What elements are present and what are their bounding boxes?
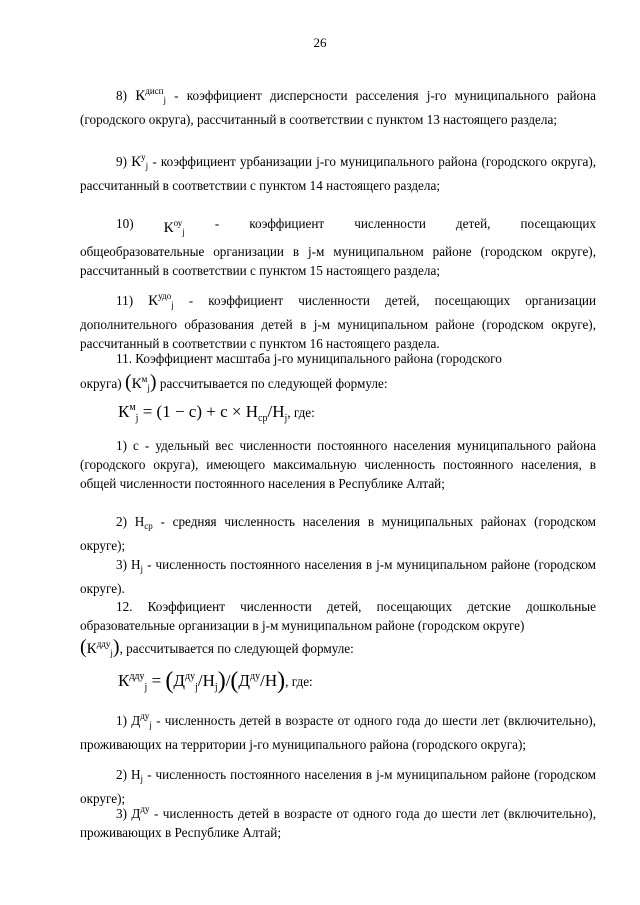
item-text: - коэффициент дисперсности расселения j-го муниципального <box>165 88 549 103</box>
item-number: 11) <box>116 293 134 308</box>
item-11 <box>80 287 596 353</box>
item-text: - коэффициент урбанизации j-го муниципального района <box>148 154 478 169</box>
subscript: j <box>163 95 166 105</box>
section-12-intro: 12. Коэффициент численности детей, посещающих детские дошкольные образовательные организации в j-м муниципальном районе (городском округе) <box>80 599 596 633</box>
section-11-def-3: 3) $Н_j$ - численность постоянного населения в j-м муниципальном районе (городском округе). <box>80 557 596 596</box>
item-number: 9) <box>116 154 127 169</box>
formula-scale-coefficient: $К^м_j = (1 - c) + c \times Н_{ср}/Н_j$, где: <box>118 402 315 424</box>
item-text-continued: района (городского округа), рассчитанный в соответствии с пунктом 13 настоящего раздела; <box>80 88 597 127</box>
section-11-def-2: 2) $Н_{ср}$ - средняя численность населения в муниципальных районах (городском округе); <box>80 514 597 553</box>
item-number: 8) <box>116 88 127 103</box>
superscript: удо <box>158 291 172 301</box>
section-12-def-1: 1) $Д^{ду}_j$ - численность детей в возрасте от одного года до шести лет (включительно), проживающих на территории j-го муниципального района (городского округа); <box>80 711 596 752</box>
item-text-continued: дополнительного образования детей в j-м муниципальном районе (городском округе), рассчитанный в соответствии с пунктом 16 настоящего раздела. <box>80 317 596 351</box>
formula-preschool-coefficient: $К^{дду}_j = (Д^{ду}_j/Н_j)/(Д^{ду}/Н)$, где: <box>118 668 313 694</box>
item-text-continued: общеобразовательные организации в j-м муниципальном районе (городском округе), рассчитанный в соответствии с пунктом 15 настоящего раздела; <box>80 244 596 278</box>
page-number: 26 <box>313 35 327 50</box>
item-symbol: $К^{оу}_j$ <box>163 218 185 237</box>
item-text: - коэффициент численности детей, посещающих организации <box>173 293 597 308</box>
superscript: у <box>141 152 146 162</box>
symbol: К <box>148 293 159 309</box>
section-12-def-2: 2) $Н_j$ - численность постоянного населения в j-м муниципальном районе (городском округе); <box>80 767 596 806</box>
subscript: j <box>171 300 174 310</box>
section-11-intro: 11. Коэффициент масштаба j-го муниципального района (городского <box>116 351 502 366</box>
item-text-continued: (городского округа), рассчитанный в соответствии с пунктом 14 настоящего раздела; <box>80 154 597 193</box>
superscript: дисп <box>145 86 164 96</box>
item-10 <box>80 214 596 280</box>
symbol: К <box>131 154 142 170</box>
symbol: К <box>135 88 146 104</box>
section-11-intro-line2: округа) $(К^м_j)$ рассчитывается по следующей формуле: <box>80 371 388 393</box>
section-12-intro-line3: $(К^{дду}_j)$, рассчитывается по следующей формуле: <box>80 636 354 658</box>
item-10-first-line: 10) $К^{оу}_j$ - коэффициент численности детей, посещающих <box>80 214 596 242</box>
section-12-def-3: 3) $Д^{ду}$ - численность детей в возрасте от одного года до шести лет (включительно), проживающих в Республике Алтай; <box>80 804 597 840</box>
section-11-def-1: 1) c - удельный вес численности постоянного населения муниципального района (городского округа), имеющего максимальную численность постоянного населения, в общей численности постоянного населения в Республике Алтай; <box>80 438 596 491</box>
subscript: j <box>145 161 149 171</box>
item-number: 10) <box>116 216 134 231</box>
item-8 <box>80 82 596 129</box>
item-9 <box>80 148 596 195</box>
